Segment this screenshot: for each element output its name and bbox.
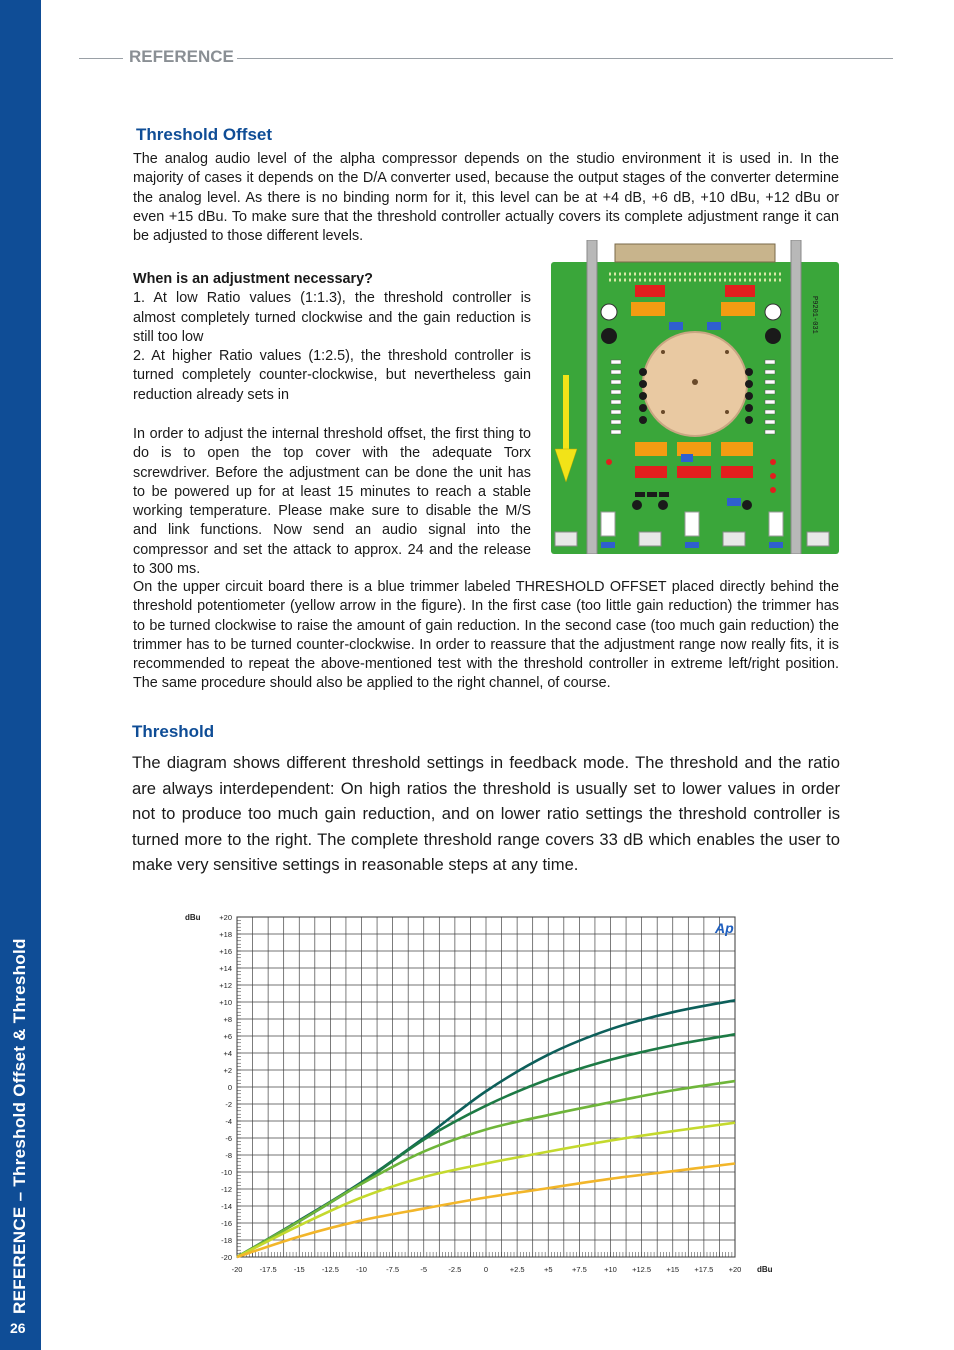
- x-tick-label: 0: [483, 1265, 489, 1274]
- case-1-text: 1. At low Ratio values (1:1.3), the threshold controller is almost completely turned clockwise and the gain reduction is still too low: [133, 290, 531, 345]
- y-tick-label: -14: [221, 1202, 232, 1211]
- board-label: P9201-031: [810, 296, 818, 334]
- threshold-paragraph: The diagram shows different threshold settings in feedback mode. The threshold and the ratio are always interdependent: On high ratios the threshold is usually set to lower values in order not to produce too much gain reduction, and on lower ratio settings the threshold controller is turned more to the right. The complete threshold range covers 33 dB which enables the user to make very sensitive settings in reasonable steps at any time.: [132, 753, 840, 875]
- x-tick-label: -12.5: [321, 1265, 339, 1274]
- y-tick-label: -6: [225, 1134, 232, 1143]
- threshold-chart: [180, 905, 790, 1277]
- x-tick-label: -10: [356, 1265, 367, 1274]
- trimmer-paragraph: On the upper circuit board there is a blue trimmer labeled THRESHOLD OFFSET placed directly behind the threshold potentiometer (yellow arrow in the figure). In the first case (too little gain reduction) the trimmer has to be turned clockwise to raise the amount of gain reduction. In the second case (too much gain reduction) the trimmer has to be turned counter-clockwise. In order to reassure that the adjustment range now really fits, it is recommended to repeat the above-mentioned test with the threshold controller in extreme left/right position. The same procedure should also be applied to the right channel, of course.: [133, 579, 839, 692]
- circuit-board-figure: [551, 240, 839, 554]
- x-tick-label: -5: [420, 1265, 428, 1274]
- y-tick-label: -10: [221, 1168, 232, 1177]
- x-tick-label: -17.5: [259, 1265, 277, 1274]
- y-axis-label: dBu: [185, 913, 201, 922]
- x-tick-label: -20: [231, 1265, 243, 1274]
- section-heading-threshold: Threshold: [132, 722, 215, 741]
- y-tick-label: +2: [223, 1066, 232, 1075]
- y-tick-label: -8: [225, 1151, 232, 1160]
- y-tick-label: -2: [225, 1100, 232, 1109]
- x-tick-label: -2.5: [448, 1265, 462, 1274]
- x-axis-label: dBu: [757, 1265, 773, 1274]
- y-tick-label: -12: [221, 1185, 232, 1194]
- sidebar-title: REFERENCE – Threshold Offset & Threshold: [10, 938, 29, 1314]
- header-rule-right: [237, 58, 893, 59]
- page-number: 26: [10, 1320, 26, 1336]
- left-rail: [587, 240, 597, 554]
- header-rule-left: [79, 58, 123, 59]
- header-label: REFERENCE: [129, 47, 234, 66]
- y-tick-label: +16: [219, 947, 232, 956]
- y-tick-label: +18: [219, 930, 232, 939]
- x-tick-label: +5: [543, 1265, 553, 1274]
- y-tick-label: +8: [223, 1015, 232, 1024]
- case-2-text: 2. At higher Ratio values (1:2.5), the threshold controller is turned completely counter-clockwise, but nevertheless gain reduction already sets in: [133, 348, 531, 403]
- x-tick-label: +2.5: [509, 1265, 525, 1274]
- adjustment-question: When is an adjustment necessary?: [133, 271, 373, 287]
- x-tick-label: +7.5: [571, 1265, 587, 1274]
- y-tick-label: +20: [219, 913, 232, 922]
- x-tick-label: +17.5: [694, 1265, 714, 1274]
- right-rail: [791, 240, 801, 554]
- x-tick-label: +12.5: [632, 1265, 652, 1274]
- procedure-paragraph: In order to adjust the internal threshold offset, the first thing to do is to open the top cover with the adequate Torx screwdriver. Before the adjustment can be done the unit has to be powered up for at least 15 minutes to reach a stable working temperature. Please make sure to disable the M/S and link functions. Now send an audio signal into the compressor and set the attack to approx. 24 and the release to 300 ms.: [133, 426, 531, 578]
- y-tick-label: -20: [221, 1253, 232, 1262]
- y-tick-label: -4: [225, 1117, 232, 1126]
- intro-paragraph: The analog audio level of the alpha compressor depends on the studio environment it is used in. In the majority of cases it depends on the D/A converter used, because the output stages of the converter determine the analog level. As there is no binding norm for it, this level can be at +4 dB, +6 dB, +10 dBu, +12 dBu or even +15 dBu. To make sure that the threshold controller actually covers its complete adjustment range it can be adjusted to those different levels.: [133, 151, 839, 245]
- x-tick-label: +20: [728, 1265, 742, 1274]
- y-tick-label: +14: [219, 964, 232, 973]
- y-tick-label: +12: [219, 981, 232, 990]
- x-tick-label: +10: [604, 1265, 617, 1274]
- y-tick-label: -18: [221, 1236, 232, 1245]
- ap-logo: Ap: [715, 920, 734, 936]
- y-tick-label: 0: [227, 1083, 232, 1092]
- y-tick-label: -16: [221, 1219, 232, 1228]
- y-tick-label: +4: [223, 1049, 232, 1058]
- y-tick-label: +10: [219, 998, 232, 1007]
- section-heading-threshold-offset: Threshold Offset: [136, 125, 273, 144]
- x-tick-label: +15: [666, 1265, 680, 1274]
- yellow-arrow-shaft: [563, 375, 569, 451]
- x-tick-label: -7.5: [386, 1265, 400, 1274]
- y-tick-label: +6: [223, 1032, 232, 1041]
- adjustment-block: [133, 270, 531, 405]
- ribbon-connector: [615, 244, 775, 262]
- x-tick-label: -15: [293, 1265, 305, 1274]
